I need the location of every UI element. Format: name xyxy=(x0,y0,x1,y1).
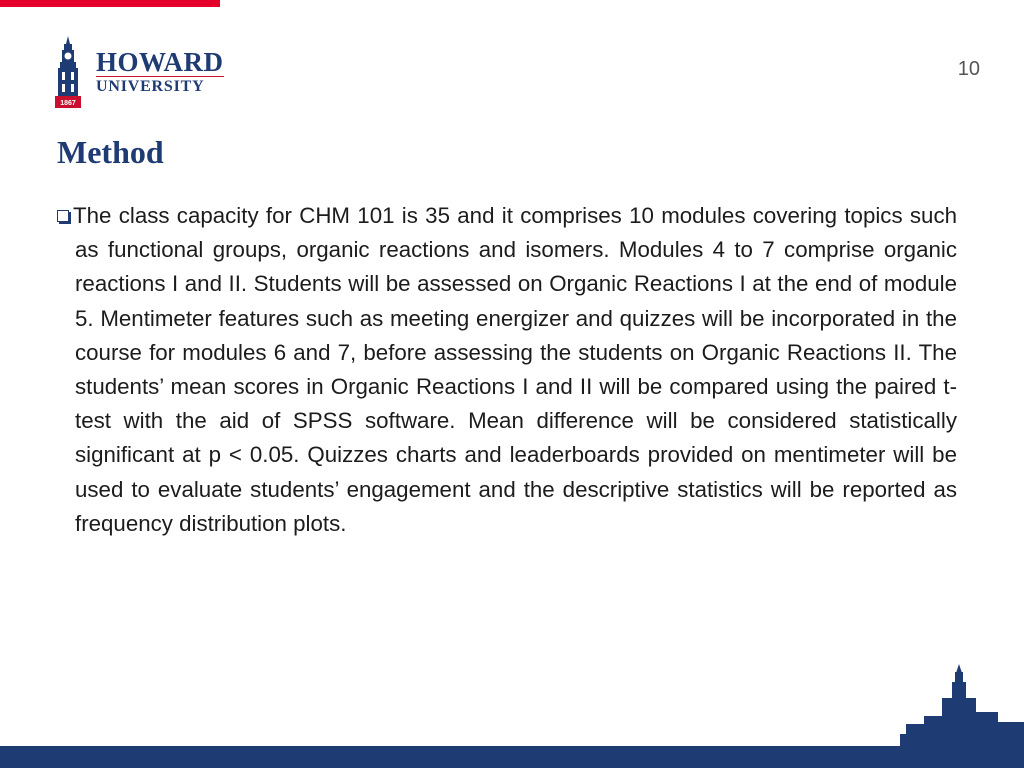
bottom-band xyxy=(0,746,1024,768)
logo-name-line2: UNIVERSITY xyxy=(96,76,224,96)
bullet-paragraph xyxy=(57,199,957,541)
logo-name-line1: HOWARD xyxy=(96,47,224,77)
slide-content xyxy=(57,199,957,541)
seal-year-text: 1867 xyxy=(60,100,76,107)
checkbox-bullet-icon xyxy=(57,210,69,222)
slide-title: Method xyxy=(57,134,164,170)
slide-number: 10 xyxy=(957,58,980,80)
campus-skyline-icon xyxy=(900,664,1024,746)
top-accent-bar xyxy=(0,0,220,7)
clock-tower-icon xyxy=(52,36,84,108)
howard-university-logo xyxy=(52,36,224,108)
bullet-text: The class capacity for CHM 101 is 35 and it comprises 10 modules covering topics such as functional groups, organic reactions and isomers. Modules 4 to 7 comprise organic reactions I and II. Students will be assessed on Organic Reactions I at the end of module 5. Mentimeter features such as meeting energizer and quizzes will be incorporated in the course for modules 6 and 7, before assessing the students on Organic Reactions II. The students’ mean scores in Organic Reactions I and II will be compared using the paired t-test with the aid of SPSS software. Mean difference will be considered statistically significant at p < 0.05. Quizzes charts and leaderboards provided on mentimeter will be used to evaluate students’ engagement and the descriptive statistics will be reported as frequency distribution plots. xyxy=(73,203,957,536)
